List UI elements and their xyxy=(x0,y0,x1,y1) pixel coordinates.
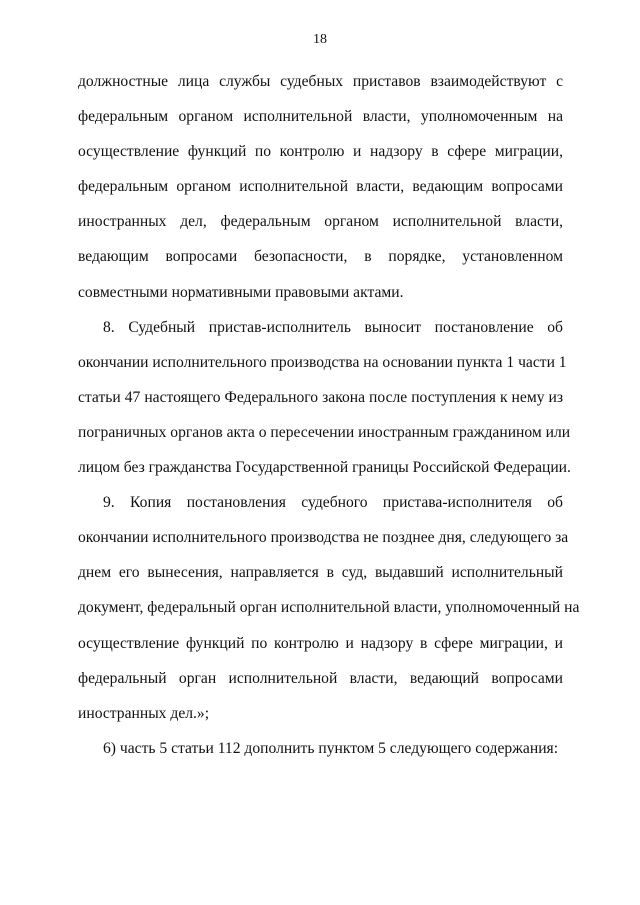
text-line: документ, федеральный орган исполнительной власти, уполномоченный на xyxy=(78,599,580,617)
text-line: лицом без гражданства Государственной границы Российской Федерации. xyxy=(78,459,571,477)
text-line: федеральным органом исполнительной власти, уполномоченным на xyxy=(78,108,563,126)
text-line: федеральным органом исполнительной власти, ведающим вопросами xyxy=(78,178,563,196)
page-number: 18 xyxy=(313,32,327,47)
text-line: должностные лица службы судебных приставов взаимодействуют с xyxy=(78,73,563,90)
text-line: окончании исполнительного производства не позднее дня, следующего за xyxy=(78,529,569,547)
text-line: федеральный орган исполнительной власти, ведающий вопросами xyxy=(78,669,563,687)
text-line: днем его вынесения, направляется в суд, выдавший исполнительный xyxy=(78,564,563,582)
text-line: 6) часть 5 статьи 112 дополнить пунктом 5 следующего содержания: xyxy=(103,739,559,757)
text-line: осуществление функций по контролю и надзору в сфере миграции, xyxy=(78,143,563,161)
text-line: ведающим вопросами безопасности, в порядке, установленном xyxy=(78,248,563,266)
document-body xyxy=(78,64,580,766)
paragraph-item-8 xyxy=(78,310,571,485)
text-line: 8. Судебный пристав-исполнитель выносит постановление об xyxy=(103,318,563,336)
text-line: окончании исполнительного производства на основании пункта 1 части 1 xyxy=(78,353,567,371)
paragraph-item-6-amendment xyxy=(78,731,563,766)
text-line: пограничных органов акта о пересечении иностранным гражданином или xyxy=(78,423,571,441)
text-line: 9. Копия постановления судебного пристава-исполнителя об xyxy=(103,494,563,512)
text-line: иностранных дел.»; xyxy=(78,704,210,722)
text-line: совместными нормативными правовыми актами. xyxy=(78,283,404,301)
paragraph-continuation xyxy=(78,64,563,310)
text-line: статьи 47 настоящего Федерального закона после поступления к нему из xyxy=(78,388,563,406)
paragraph-item-9 xyxy=(78,485,580,731)
text-line: иностранных дел, федеральным органом исполнительной власти, xyxy=(78,213,563,231)
text-line: осуществление функций по контролю и надзору в сфере миграции, и xyxy=(78,634,563,652)
